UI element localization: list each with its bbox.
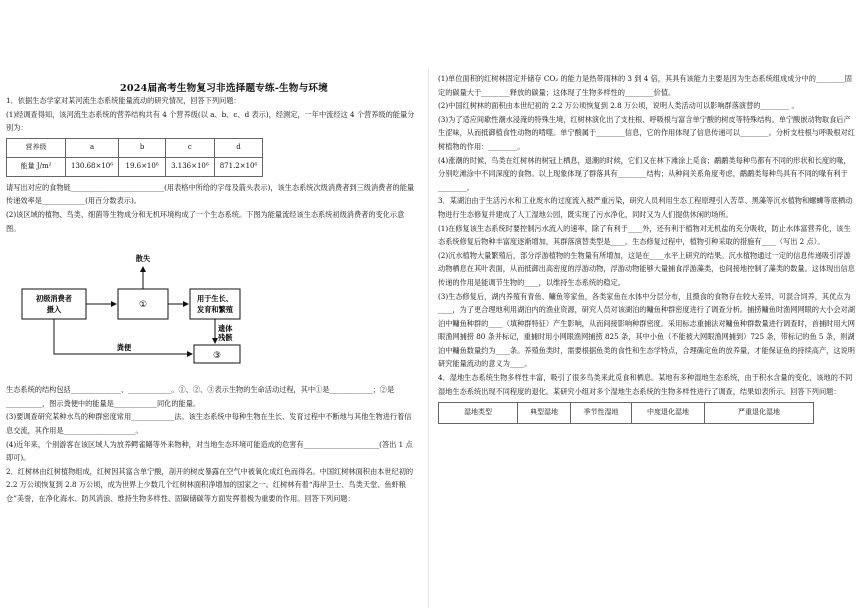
q3-part1: (1)在修复该生态系统时要控制污水流入的速率，除了有利于____外，还有利于植物对无机盐的充分吸收，防止水体富营养化，该生态系统修复后物种丰富度逐渐增加，其群落演替类型是____。生态修复过程中，植物引种采取的措施有____（写出 2 点）。 xyxy=(438,223,851,247)
table-row xyxy=(7,138,263,157)
q3-part2: (2)沉水植物大量繁殖后，部分浮游植物的生物量有所增加，这是在____水平上研究的结果。沉水植物通过一定的信息传递吸引浮游动物栖息在其叶表面，从而抵御出高密度的浮游动物，浮游动物能够大量捕食浮游藻类，也间接地控制了藻类的数量。这体现出信息传递的作用是能调节生物的____，以维持生态系统的稳定。 xyxy=(438,250,855,287)
process-one-label: ① xyxy=(138,300,148,311)
q2-part2: (2)中国红树林的面积由本世纪初的 2.2 万公顷恢复到 2.8 万公顷，说明人类活动可以影响群落演替的________ 。 xyxy=(438,101,799,111)
page-title: 2024届高考生物复习非选择题专练-生物与环境 xyxy=(120,83,328,94)
table-row xyxy=(439,403,814,424)
q1-part1: (1)经调查得知，该河流生态系统的营养结构共有 4 个营养级(以 a、b、c、d 表示)，经测定，一年中流经这 4 个营养级的能量分别为： xyxy=(6,109,415,133)
q2-part3: (3)为了适应间歇性潮水浸淹的特殊生境，红树林演化出了支柱根、呼吸根与富含单宁酸的树皮等特殊结构。单宁酸嵌动物取食后产生涩味，从而抵御植食性动物的啃噬。单宁酸属于________信息，它的作用体现了信息传递可以________。分析支柱根与呼吸根对红树植物的作用：________。 xyxy=(438,114,855,151)
table-cell: 3.136×10⁶ xyxy=(166,157,215,176)
column-divider xyxy=(428,68,429,608)
energy-table xyxy=(6,138,263,177)
table-cell: 季节性湿地 xyxy=(571,403,632,424)
q1-part3: (3)要调查研究某种水鸟的种群密度常用____________法。该生态系统中每种生物在生长、发育过程中不断地与其他生物进行着信息交流，其作用是____________________。 xyxy=(6,412,412,435)
energy-flow-diagram xyxy=(6,237,418,379)
table-cell: 130.68×10⁶ xyxy=(66,157,119,176)
table-cell: 871.2×10⁶ xyxy=(214,157,263,176)
q1-part2: (2)该区域的植物、鸟类、细菌等生物成分和无机环境构成了一个生态系统。下图为能量流经该生态系统初级消费者的变化示意图。 xyxy=(6,209,405,233)
diagram-svg xyxy=(6,237,418,379)
q2-part4: (4)涨潮的时候，鸟类在红树林的树冠上栖息，退潮的时候，它们又在林下滩涂上觅食；鹬鹬类每种鸟都有不同的形状和长度的喙，分别吃滩涂中不同深度的食物。以上现象体现了群落具有________结构；从种间关系角度考虑，鹬鹬类每种鸟具有不同的喙有利于________。 xyxy=(438,155,851,192)
table-cell: d xyxy=(214,138,263,157)
table-cell: 湿地类型 xyxy=(439,403,518,424)
feces-label: 粪便 xyxy=(116,343,132,353)
remains-label-line2: 残骸 xyxy=(218,333,233,343)
wetland-table xyxy=(438,402,814,424)
q1-part1-question: 请写出对应的食物链__________________________(用表格中所给的字母及箭头表示)，该生态系统次级消费者到三级消费者的能量传递效率是____________(用百分数表示)。 xyxy=(6,182,415,206)
remains-label-line1: 遗体 xyxy=(218,324,233,334)
q3-part3: (3)生态修复后，湖内养殖有青鱼、鳙鱼等家鱼，各类家鱼在水体中分层分布，且摄食的食物存在较大差异，可混合饲养，其优点为____，为了更合理地利用湖泊内的渔业资源，研究人员对该湖泊的鳙鱼种群密度进行了调查分析。捕捞鳙鱼时渔网网眼的大小会对湖泊中鳙鱼种群的____（填种群特征）产生影响，从而间接影响种群密度。采用标志重捕法对鳙鱼种群数量进行调查时，首捕时用大网眼渔网捕捞 80 条并标记，重捕时用小网眼渔网捕捞 825 条，其中小鱼（不能被大网眼渔网捕到）725 条，带标记的鱼 5 条，则湖泊中鳙鱼数量约为____条。养殖鱼类时，需要根据鱼类的食性和生态学特点，合理确定鱼的放养量，才能保证鱼的持续高产，这说明研究能量流动的意义为____。 xyxy=(438,291,855,369)
q1-part4: (4)近年来，个别游客在该区域人为放养鳄雀鳝等外来物种，对当地生态环境可能造成的危害有_____________________(答出 1 点即可)。 xyxy=(6,439,413,463)
table-cell: a xyxy=(66,138,119,157)
table-cell: 19.6×10⁶ xyxy=(119,157,166,176)
q1-part2-question: 生态系统的结构包括______________、____________。①、②、③表示生物的生命活动过程，其中①是____________；②是__________，图示粪便中的能量是____________同化的能量。 xyxy=(6,385,395,408)
q2-part1: (1)单位面积的红树林固定并储存 CO₂ 的能力是热带雨林的 3 到 4 倍，其具有该能力主要是因为生态系统组成成分中的________固定的碳量大于________释放的碳量；这体现了生物多样性的________价值。 xyxy=(438,74,852,97)
growth-label-line2: 发育和繁殖 xyxy=(197,305,233,315)
growth-label-line1: 用于生长、 xyxy=(197,294,233,304)
process-three-label: ③ xyxy=(212,351,222,362)
q3-intro: 3．某湖泊由于生活污水和工业废水的过度流入被严重污染，研究人员利用生态工程原理引入苦草、黑藻等沉水植物和螺蛳等底栖动物进行生态修复并建成了人工湿地公园，既实现了污水净化，同时又为人们提供休闲的场所。 xyxy=(438,196,853,219)
q4-intro: 4．湿地生态系统生物多样性丰富，吸引了很多鸟类来此觅食和栖息。某地有多种湿地生态系统，由于积水含量的变化，该地的不同湿地生态系统出现不同程度的退化。某研究小组对多个湿地生态系统的生物多样性进行了调查，结果如表所示。回答下列问题： xyxy=(438,373,853,396)
left-column xyxy=(6,80,418,506)
loss-label: 散失 xyxy=(135,254,151,264)
q2-intro: 2．红树林由红树植物组成，红树因其富含单宁酸，剖开的树皮暴露在空气中被氧化成红色而得名。中国红树林面积由本世纪初的 2.2 万公顷恢复到 2.8 万公顷，成为世界上少数几个红树林面积净增加的国家之一。红树林有着“海岸卫士、鸟类天堂、鱼虾粮仓”美誉，在净化海水、防风消浪、维持生物多样性、固碳储碳等方面发挥着极为重要的作用。回答下列问题： xyxy=(6,466,414,503)
q1-intro: 1．依据生态学家对某河流生态系统能量流动的研究情况，回答下列问题： xyxy=(6,96,241,105)
table-cell: b xyxy=(119,138,166,157)
table-cell: 典型湿地 xyxy=(518,403,571,424)
intake-label-line2: 摄入 xyxy=(46,305,62,315)
right-column xyxy=(438,72,856,424)
table-cell: c xyxy=(166,138,215,157)
table-row xyxy=(7,157,263,176)
table-cell: 能量 J/m² xyxy=(7,157,66,176)
table-cell: 中度退化湿地 xyxy=(632,403,705,424)
table-cell: 严重退化湿地 xyxy=(705,403,814,424)
intake-label-line1: 初级消费者 xyxy=(36,294,72,304)
table-cell: 营养级 xyxy=(7,138,66,157)
